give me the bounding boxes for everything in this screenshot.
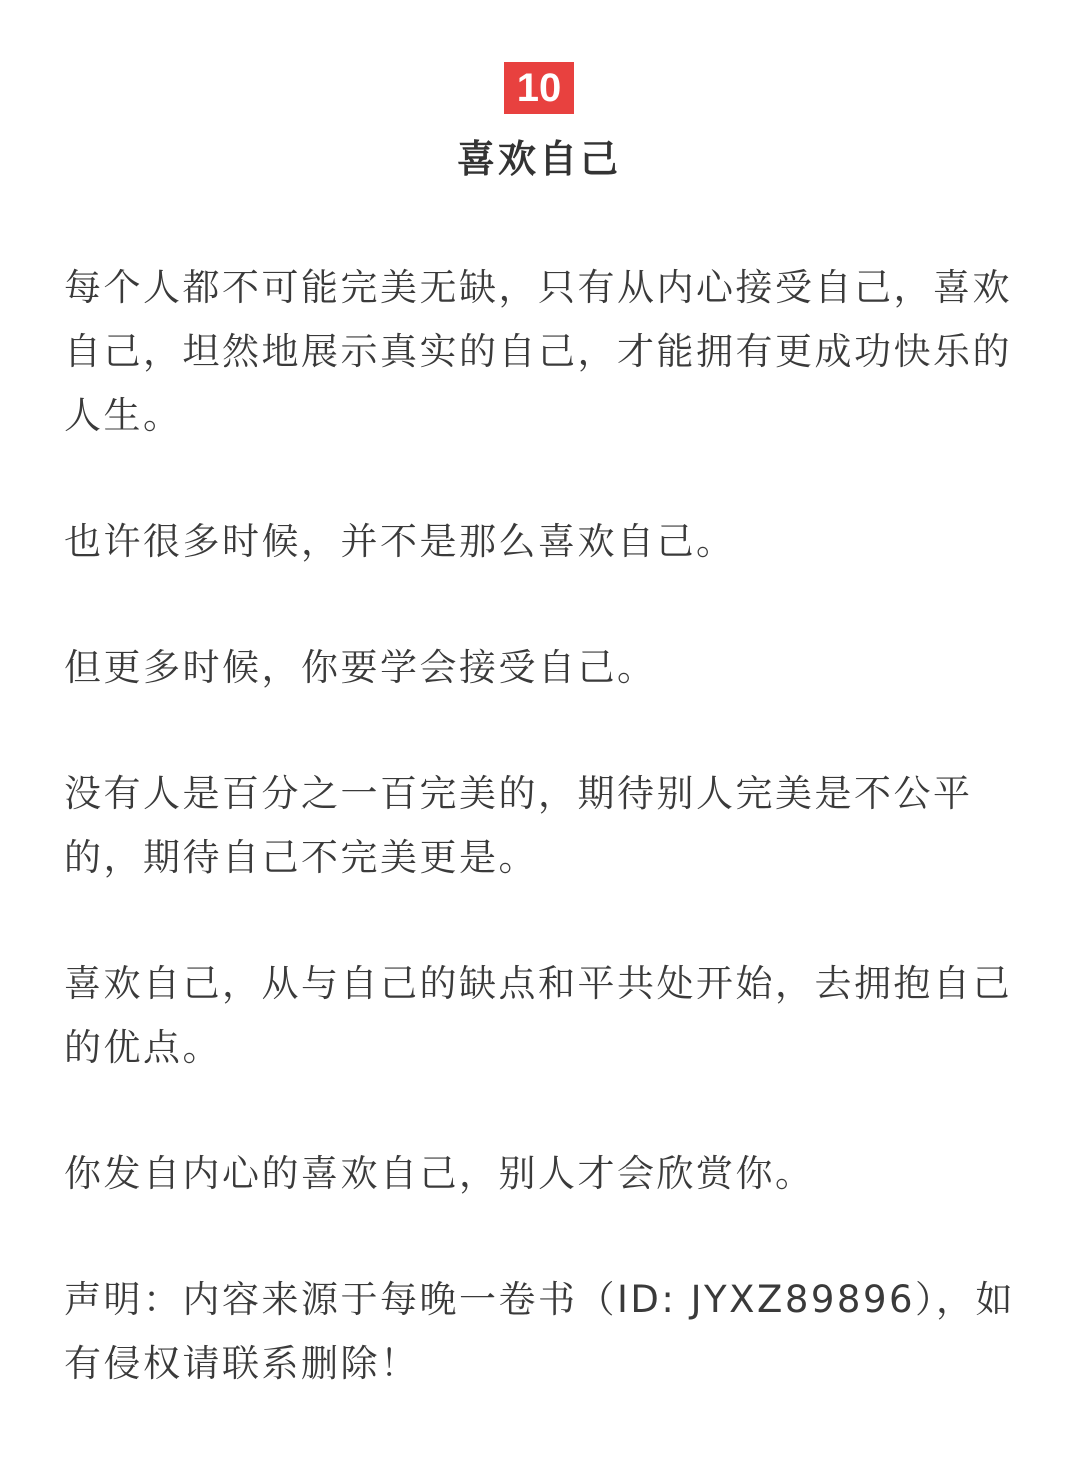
paragraph-6: 你发自内心的喜欢自己，别人才会欣赏你。 <box>64 1152 815 1195</box>
section-title: 喜欢自己 <box>456 137 621 181</box>
article-header <box>0 62 1078 183</box>
paragraph-1: 每个人都不可能完美无缺，只有从内心接受自己，喜欢自己，坦然地展示真实的自己，才能拥有更成功快乐的人生。 <box>64 266 1012 437</box>
paragraph-4: 没有人是百分之一百完美的，期待别人完美是不公平的，期待自己不完美更是。 <box>64 772 973 879</box>
paragraph-3: 但更多时候，你要学会接受自己。 <box>64 646 657 689</box>
section-number-badge: 10 <box>504 62 575 114</box>
paragraph-5: 喜欢自己，从与自己的缺点和平共处开始，去拥抱自己的优点。 <box>64 962 1012 1069</box>
source-disclaimer: 声明：内容来源于每晚一卷书（ID: JYXZ89896），如有侵权请联系删除！ <box>64 1278 1016 1385</box>
paragraph-2: 也许很多时候，并不是那么喜欢自己。 <box>64 520 736 563</box>
article-body <box>64 256 1024 1458</box>
